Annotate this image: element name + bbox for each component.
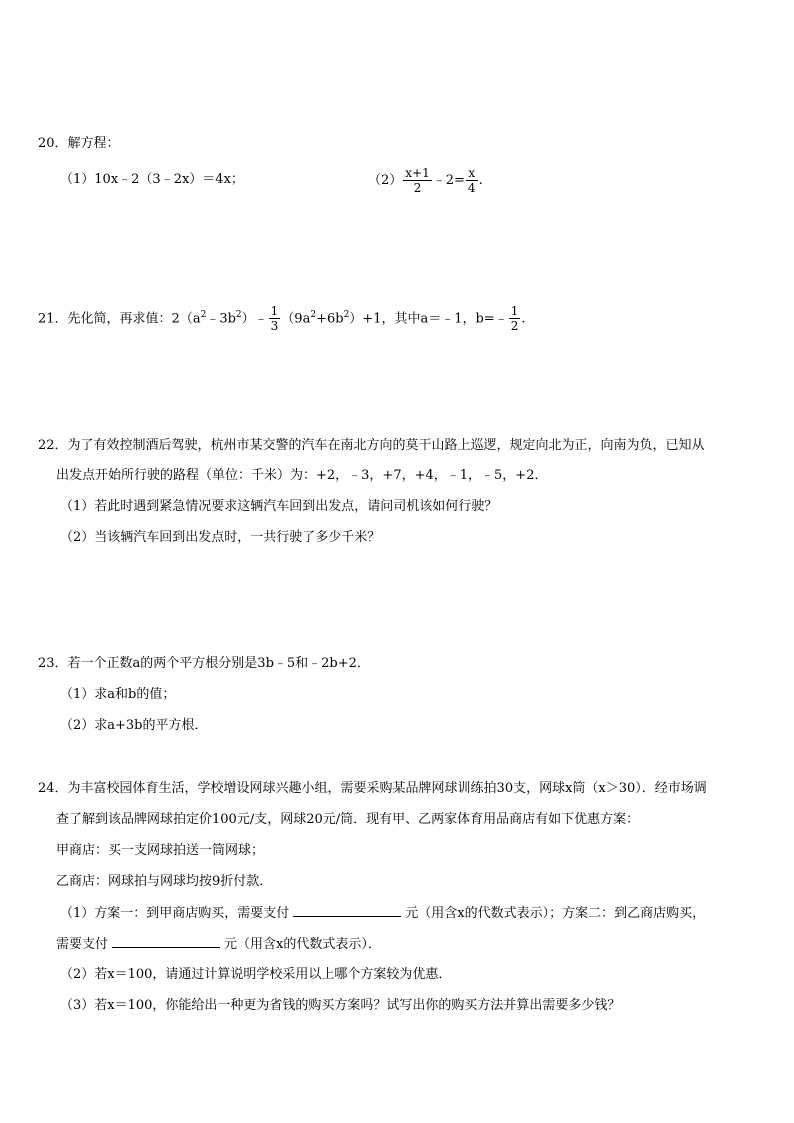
q21-exp-3: 2: [310, 310, 317, 320]
q20-part2-mid: ﹣2=: [432, 173, 465, 188]
q24-blank-2[interactable]: [112, 935, 220, 948]
q24-part1-text-d: 元（用含x的代数式表示）．: [224, 937, 381, 952]
q21-fraction-third: [269, 304, 281, 333]
q20-fraction-1: [403, 166, 431, 195]
q24-line4: 乙商店：网球拍与网球均按9折付款．: [56, 874, 273, 889]
q21-end: .: [521, 311, 526, 327]
q20-fraction-2-num: x: [466, 166, 478, 181]
q21-prefix: 21．先化简，再求值：: [38, 311, 172, 327]
q20-part1: [60, 171, 244, 189]
q21-expr-e: +6b: [316, 311, 344, 327]
q23-part2: （2）求a+3b的平方根．: [60, 718, 208, 733]
q24-part1-text-a: （1）方案一：到甲商店购买，需要支付: [60, 906, 290, 921]
q24-part3: （3）若x＝100，你能给出一种更为省钱的购买方案吗？试写出你的购买方法并算出需要多少钱？: [60, 998, 621, 1013]
q20-part1-equation: 10x﹣2（3﹣2x）＝4x；: [94, 172, 244, 187]
q22-part2: （2）当该辆汽车回到出发点时，一共行驶了多少千米？: [60, 530, 381, 545]
q20-part1-label: （1）: [60, 172, 95, 187]
q21-values: a＝﹣1，b=﹣: [420, 311, 508, 327]
q20-part2-label: （2）: [368, 173, 403, 188]
q20-fraction-1-den: 2: [413, 181, 422, 195]
q20-fraction-1-num: x+1: [405, 166, 430, 180]
q21-fraction-half: [509, 304, 521, 333]
q24-line2: 查了解到该品牌网球拍定价100元/支，网球20元/筒．现有甲、乙两家体育用品商店有如下优惠方案：: [56, 812, 640, 827]
q22-part1: （1）若此时遇到紧急情况要求这辆汽车回到出发点，请问司机该如何行驶？: [60, 499, 498, 514]
q21-exp-4: 2: [343, 310, 350, 320]
q24-blank-1[interactable]: [293, 904, 401, 917]
q21-expr-f: ）+1，其中: [349, 311, 421, 327]
q21-fraction-third-den: 3: [270, 319, 279, 334]
q21-expr-c: ）﹣: [241, 311, 268, 327]
q20-part2-end: .: [478, 173, 483, 188]
q24-line3: 甲商店：买一支网球拍送一筒网球；: [56, 843, 265, 858]
q22-line1: 22．为了有效控制酒后驾驶，杭州市某交警的汽车在南北方向的莫干山路上巡逻，规定向北为正，向南为负，已知从: [38, 438, 705, 453]
q21-expr-b: ﹣3b: [206, 311, 236, 327]
q24-line1: 24．为丰富校园体育生活，学校增设网球兴趣小组，需要采购某品牌网球训练拍30支，网球x筒（x＞30）．经市场调: [38, 781, 707, 796]
q21-expr-d: （9a: [281, 311, 311, 327]
q21-fraction-third-num: 1: [270, 304, 279, 319]
q21: [38, 298, 526, 336]
q21-fraction-half-den: 2: [510, 319, 519, 334]
q24-part1-text-b: 元（用含x的代数式表示）；方案二：到乙商店购买，: [405, 906, 706, 921]
q23-part1: （1）求a和b的值；: [60, 687, 176, 702]
q24-part1-line2: [56, 935, 381, 954]
q22-line2: 出发点开始所行驶的路程（单位：千米）为：+2，﹣3，+7，+4，﹣1，﹣5，+2．: [56, 468, 548, 483]
q21-exp-1: 2: [200, 310, 207, 320]
q21-expr-a: 2（a: [171, 311, 201, 327]
q24-part1-line1: [60, 904, 705, 923]
q21-fraction-half-num: 1: [510, 304, 519, 319]
q24-part2: （2）若x＝100，请通过计算说明学校采用以上哪个方案较为优惠．: [60, 967, 452, 982]
q20-fraction-2-den: 4: [467, 181, 476, 195]
q21-exp-2: 2: [235, 310, 242, 320]
q20-part2: [368, 164, 483, 198]
q20-title: 20．解方程：: [38, 136, 120, 151]
q24-part1-text-c: 需要支付: [56, 937, 109, 952]
q23-line1: 23．若一个正数a的两个平方根分别是3b﹣5和﹣2b+2．: [38, 656, 370, 671]
q20-fraction-2: [466, 166, 478, 195]
